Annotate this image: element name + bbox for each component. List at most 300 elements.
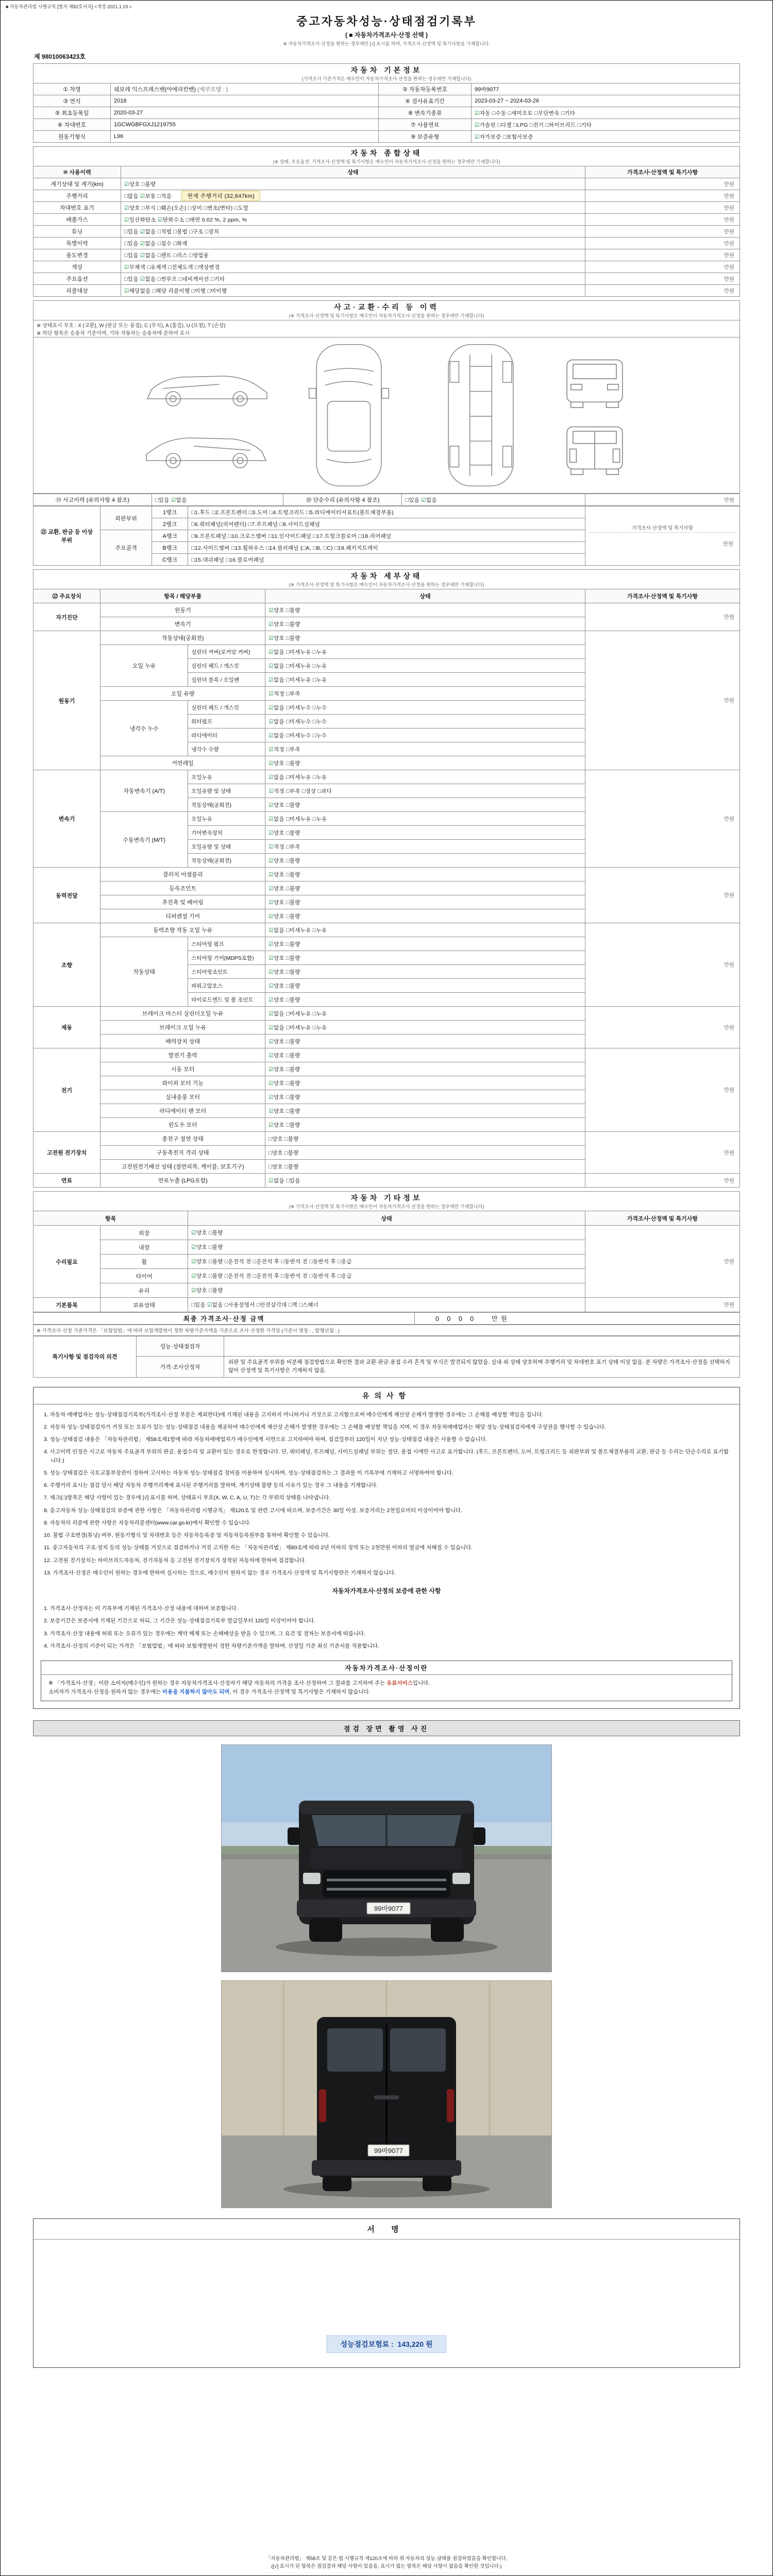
page-title: 중고자동차성능·상태점검기록부 <box>296 15 477 28</box>
state-cell: ☑양호 □불량 <box>188 1226 585 1240</box>
state-cell: □있음 ☑없음 □렌트 □리스 □영업용 <box>121 249 585 261</box>
state-cell: ☑없음 □미세누유 □누유 <box>265 673 585 687</box>
column-header: 상태 <box>188 1211 585 1226</box>
state-cell: ☑양호 □불량 <box>265 603 585 617</box>
column-header: 항목 / 해당부품 <box>100 589 265 603</box>
state-cell: □양호 □불량 <box>265 1146 585 1160</box>
state-cell: ☑양호 □불량 <box>265 826 585 840</box>
column-header: 상태 <box>121 166 585 178</box>
column-header: 상태 <box>265 589 585 603</box>
final-amount-table <box>33 1312 740 1325</box>
state-cell: ☑해당없음 □해당 리콜이행 □이행 □미이행 <box>121 285 585 297</box>
item-label: 브레이크 마스터 실린더오일 누유 <box>100 1007 265 1021</box>
table-row <box>33 506 740 518</box>
state-cell: ☑없음 □미세누유 □누유 <box>265 770 585 784</box>
notice-item: 10. 불법 구조변경(튜닝) 여부, 원동기형식 및 차대번호 등은 자동차등록증 및 자동차등록원부를 통하여 확인할 수 있습니다. <box>44 1532 330 1539</box>
section-note: (※ 가격조사·산정액 및 특기사항은 매수인이 자동차가격조사·산정을 원하는 경우에만 기재합니다) <box>289 313 484 318</box>
table-row <box>33 1226 740 1240</box>
table-row <box>33 273 740 285</box>
state-cell: ☑양호 □불량 <box>265 798 585 812</box>
section-title: 자동차 기본정보 <box>350 66 423 74</box>
state-cell: □양호 □불량 <box>265 1132 585 1146</box>
rank-items: □9.프론트패널 □10.크로스멤버 □11.인사이드패널 □17.트렁크플로어 □18.리어패널 <box>188 530 585 542</box>
item-label: 변속기 <box>100 617 265 631</box>
group-label: 자기진단 <box>33 603 100 631</box>
table-row <box>33 1357 740 1378</box>
license-plate-rear: 99바9077 <box>374 2146 403 2155</box>
notice-item: 11. 중고자동차의 구조·장치 등의 성능·상태를 거짓으로 점검하거나 거짓 고지한 자는 「자동차관리법」 제80조에 따라 2년 이하의 징역 또는 2천만원 이하의 벌금에 처해질 수 있습니다. <box>44 1545 473 1551</box>
table-row <box>33 603 740 617</box>
table-header-row <box>33 1211 740 1226</box>
price-cell: 만원 <box>585 923 740 1007</box>
item-label: 발전기 출력 <box>100 1048 265 1062</box>
section-title: 자동차 세부상태 <box>350 572 423 580</box>
row-label: 용도변경 <box>33 249 121 261</box>
column-header: 가격조사·산정액 및 특기사항 <box>585 1211 740 1226</box>
field-label: ⑧ 변속기종류 <box>379 107 472 119</box>
item-label: 오일 유량 <box>100 687 265 701</box>
subitem-label: 스티어링조인트 <box>188 965 265 979</box>
front-rear-views <box>559 348 631 482</box>
legend-line: ※ 상태표시 부호 : X (교환), W (판금 또는 용접), C (부식), A (흠집), U (요철), T (손상) <box>37 323 226 329</box>
inspection-insurance-fee <box>326 2335 446 2353</box>
section-title: 사고·교환·수리 등 이력 <box>334 303 439 311</box>
item-label: 커먼레일 <box>100 756 265 770</box>
opinion-label: 특기사항 및 점검자의 의견 <box>33 1336 137 1378</box>
page-subtitle-note: ※ 자동차가격조사·산정을 원하는 경우에만 [√] 표시를 하며, 가격조사·산정액 및 특기사항을 기재합니다. <box>283 41 490 46</box>
footer-line: 「자동차관리법」 제58조 및 같은 법 시행규칙 제120조에 따라 위 자동차의 성능·상태를 점검하였음을 확인합니다. <box>265 2555 508 2562</box>
warranty-item: 2. 보증기간은 보증서에 기재된 기간으로 하되, 그 기간은 성능·상태점검기록부 발급일부터 120일 이상이어야 합니다. <box>44 1618 316 1624</box>
field-label: ⑤ 최초등록일 <box>33 107 111 119</box>
info-text-highlight-red: 유료서비스 <box>386 1680 413 1687</box>
group-label: 조향 <box>33 923 100 1007</box>
price-cell: 만원 <box>585 1132 740 1174</box>
item-label: 브레이크 오일 누유 <box>100 1021 265 1035</box>
vin-number: 1GCWGBFGXJ1219755 <box>111 119 379 131</box>
car-diagrams <box>37 339 736 492</box>
price-cell: 만원 <box>585 202 740 214</box>
state-cell: ☑양호 □부식 □훼손(오손) □상이 □변조(변타) □도말 <box>121 202 585 214</box>
item-label: 오일 누유 <box>100 645 188 687</box>
warranty-items <box>33 1598 740 1656</box>
state-cell: ☑양호 □불량 <box>265 854 585 868</box>
table-row <box>33 868 740 882</box>
table-row <box>33 95 740 107</box>
transmission-type: ☑자동 □수동 □세미오토 □무단변속 □기타 <box>472 107 740 119</box>
info-text: , 이 경우 가격조사·산정액 및 특기사항은 기재하지 않습니다. <box>229 1689 371 1696</box>
field-label: ④ 검사유효기간 <box>379 95 472 107</box>
state-cell: ☑양호 □불량 <box>265 1048 585 1062</box>
state-cell: ☑없음 □미세누수 □누수 <box>265 728 585 742</box>
item-label: 구동축전지 격리 상태 <box>100 1146 265 1160</box>
price-basis-note: ※ 가격조사·산정 기준가격은 「보험업법」에 따라 보험개발원이 정한 차량기준가액을 기준으로 조사·산정한 가격임 (기준서 명칭 : , 발행년월 : ) <box>33 1325 740 1336</box>
price-cell: 만원 <box>585 494 740 506</box>
mileage-chip: 현재 주행거리 (32,647km) <box>181 191 260 201</box>
misc-section-title <box>33 1192 740 1211</box>
field-label: ⑨ 보증유형 <box>379 131 472 143</box>
legend-line: ※ 하단 항목은 승용차 기준이며, 기타 자동차는 승용차에 준하여 표시 <box>37 331 190 336</box>
subitem-label: 워터펌프 <box>188 715 265 728</box>
car-name: 쉐보레 익스프레스밴(아메리칸밴) <box>114 87 196 93</box>
appraiser-role-label: 가격·조사산정자 <box>137 1357 224 1378</box>
table-row <box>33 226 740 238</box>
appraiser-opinion-text: 외판 및 주요골격 부위를 비분해 점검방법으로 확인한 결과 교환·판금·용접 수리 흔적 및 부식은 발견되지 않았음. 실내·외 상태 양호하며 주행거리 및 차대번호 표기 상태 이상 없음. 본 차량은 가격조사·산정을 선택하지 않아 산정액 및 특기사항은 기재하지 않음. <box>224 1357 740 1378</box>
group-label: 원동기 <box>33 631 100 770</box>
notice-item: 5. 성능·상태점검은 국토교통부장관이 정하여 고시하는 자동차 성능·상태점검 장비를 이용하여 실시하며, 성능·상태점검자는 그 결과를 이 기록부에 기재하고 서명하여야 합니다. <box>44 1469 453 1476</box>
notice-item: 3. 성능·상태점검 내용은 「자동차관리법」 제58조제1항에 따라 자동차매매업자가 매수인에게 서면으로 고지하여야 하며, 점검일부터 120일이 지난 성능·상태점검 내용은 사용할 수 없습니다. <box>44 1436 488 1443</box>
state-cell: ☑없음 □있음 <box>265 1174 585 1188</box>
photo-van-rear <box>221 1980 552 2208</box>
signature-box <box>33 2218 740 2368</box>
notice-item: 6. 주행거리 표시는 점검 당시 해당 자동차 주행거리계에 표시된 주행거리를 말하며, 계기상태 불량 등의 사유가 있는 경우 그 내용을 기재합니다. <box>44 1482 378 1489</box>
item-label: 동력조향 작동 오일 누유 <box>100 923 265 937</box>
simple-repair-label: ⑳ 단순수리 (유의사항 4 참조) <box>283 494 402 506</box>
subitem-label: 파워고압호스 <box>188 979 265 993</box>
table-row <box>33 631 740 645</box>
item-label: 고전원전기배선 상태 (절연피복, 케이블, 보호기구) <box>100 1160 265 1174</box>
warranty-item: 3. 가격조사·산정 내용에 허위 또는 오류가 있는 경우에는 계약 해제 또는 손해배상을 받을 수 있으며, 그 요건 및 절차는 보증서에 따릅니다. <box>44 1630 366 1637</box>
state-cell: ☑없음 □미세누유 □누유 <box>265 1021 585 1035</box>
info-box-title: 자동차가격조사·산정이란 <box>41 1661 732 1675</box>
state-cell: ☑일산화탄소 ☑탄화수소 □매연 0.02 %, 2 ppm, % <box>121 214 585 226</box>
table-row <box>33 249 740 261</box>
car-side-view-left-icon <box>142 353 271 415</box>
warranty-type: ☑자가보증 □보험사보증 <box>472 131 740 143</box>
group-label: 전기 <box>33 1048 100 1132</box>
notice-item: 13. 가격조사·산정은 매수인이 원하는 경우에 한하여 실시하는 것으로, 매수인이 원하지 않는 경우 가격조사·산정액 및 특기사항란은 기재하지 않습니다. <box>44 1569 396 1576</box>
subitem-label: 오일누유 <box>188 770 265 784</box>
state-cell: ☑양호 □불량 <box>265 937 585 951</box>
inspector-role-label: 성능·상태점검자 <box>137 1336 224 1357</box>
state-cell: ☑없음 □미세누유 □누유 <box>265 659 585 673</box>
section-note: (※ 가격조사·산정액 및 특기사항은 매수인이 자동차가격조사·산정을 원하는 경우에만 기재합니다) <box>289 582 484 587</box>
car-name-value <box>111 83 379 95</box>
photo-van-front <box>221 1744 552 1972</box>
price-column <box>585 506 740 566</box>
item-label: 작동상태(공회전) <box>100 631 265 645</box>
row-label: 배출가스 <box>33 214 121 226</box>
price-cell: 만원 <box>585 1174 740 1188</box>
state-cell: ☑없음 □미세누유 □누유 <box>265 1007 585 1021</box>
detail-state-table <box>33 569 740 1188</box>
state-cell: ☑양호 □불량 <box>265 617 585 631</box>
state-cell: ☑양호 □불량 <box>265 868 585 882</box>
price-cell: 만원 <box>585 285 740 297</box>
outer-panel-label: 외판부위 <box>100 506 152 530</box>
notice-item: 12. 고전원 전기장치는 하이브리드자동차, 전기자동차 등 고전원 전기장치가 장착된 자동차에 한하여 점검합니다. <box>44 1557 306 1564</box>
subitem-label: 타이로드엔드 및 볼 조인트 <box>188 993 265 1007</box>
item-label: 시동 모터 <box>100 1062 265 1076</box>
subitem-label: 실린더 블록 / 오일팬 <box>188 673 265 687</box>
accident-history-table <box>33 494 740 506</box>
item-label: 와이퍼 모터 기능 <box>100 1076 265 1090</box>
exchange-label: ㉑ 교환, 판금 등 이상 부위 <box>33 506 100 566</box>
column-header: ㉒ 주요장치 <box>33 589 100 603</box>
signature-title: 서 명 <box>33 2219 740 2240</box>
rank-label: A랭크 <box>152 530 188 542</box>
rank-items: □15.대쉬패널 □16.플로어패널 <box>188 554 585 566</box>
state-cell: ☑양호 □불량 <box>265 1118 585 1132</box>
item-label: 등속조인트 <box>100 882 265 895</box>
car-rear-view-icon <box>559 415 631 482</box>
item-label: 라디에이터 팬 모터 <box>100 1104 265 1118</box>
field-label: ① 차명 <box>33 83 111 95</box>
section-note: (※ 상태, 주요옵션, 가격조사·산정액 및 특기사항은 매수인이 자동차가격조사·산정을 원하는 경우에만 기재합니다) <box>273 159 500 164</box>
misc-info-table <box>33 1191 740 1312</box>
photo-section <box>33 1720 740 2208</box>
notice-item: 2. 자동차 성능·상태점검자가 거짓 또는 오류가 있는 성능·상태점검 내용을 제공하여 매수인에게 재산상 손해가 발생한 경우에는 그 손해를 배상할 책임을 지며, 이 경우 자동차매매업자는 해당 성능·상태점검자에게 구상권을 행사할 수 있습니다. <box>44 1423 606 1430</box>
first-registration-date: 2020-03-27 <box>111 107 379 119</box>
car-underbody-view-icon <box>427 341 535 490</box>
document-number: 제 98010063423호 <box>34 53 86 60</box>
price-appraisal-info-box <box>41 1660 732 1701</box>
price-cell: 만원 <box>585 1298 740 1312</box>
state-cell: ☑양호 □불량 <box>265 1076 585 1090</box>
row-label: 특별이력 <box>33 238 121 249</box>
state-cell: ☑양호 □불량 <box>265 1035 585 1048</box>
inspection-validity: 2023-03-27 ~ 2024-03-26 <box>472 95 740 107</box>
price-cell: 만원 <box>585 1226 740 1298</box>
state-cell: ☑양호 □불량 <box>265 882 585 895</box>
row-label: 리콜대상 <box>33 285 121 297</box>
rank-label: 2랭크 <box>152 518 188 530</box>
row-label: 계기상태 및 계기(km) <box>33 178 121 190</box>
subitem-label: 기어변속장치 <box>188 826 265 840</box>
price-cell: 만원 <box>585 261 740 273</box>
state-cell: ☑양호 □불량 □운전석 전 □운전석 후 □동반석 전 □동반석 후 □응급 <box>188 1269 585 1283</box>
table-row <box>33 83 740 95</box>
info-text: 입니다. <box>412 1680 430 1687</box>
info-text: 소비자가 가격조사·산정을 원하지 않는 경우에는 <box>48 1689 162 1696</box>
price-cell: 만원 <box>585 868 740 923</box>
info-text-highlight-blue: 비용을 지불하지 않아도 되며 <box>162 1689 230 1696</box>
table-row <box>33 1298 740 1312</box>
price-cell: 만원 <box>585 631 740 770</box>
basis-note-table <box>33 1325 740 1336</box>
table-row <box>33 131 740 143</box>
title-block <box>33 1 740 47</box>
car-front-view-icon <box>559 348 631 415</box>
item-label: 충전구 절연 상태 <box>100 1132 265 1146</box>
table-row <box>33 1007 740 1021</box>
state-cell: ☑없음 □미세누유 □누유 <box>265 923 585 937</box>
state-cell: ☑양호 □불량 <box>265 979 585 993</box>
rank-items: □12.사이드멤버 □13.휠하우스 □14.필러패널 (□A, □B, □C) □19.패키지트레이 <box>188 542 585 554</box>
price-cell: 만원 <box>585 249 740 261</box>
car-side-view-right-icon <box>142 415 271 477</box>
notice-items <box>33 1404 740 1584</box>
field-label: ⑦ 사용연료 <box>379 119 472 131</box>
table-row <box>33 214 740 226</box>
simple-repair-state: □있음 ☑없음 <box>402 494 585 506</box>
notice-title: 유의사항 <box>33 1387 740 1404</box>
item-label: 클러치 어셈블리 <box>100 868 265 882</box>
item-label: 실내송풍 모터 <box>100 1090 265 1104</box>
state-cell: □많음 ☑보통 □적음 현재 주행거리 (32,647km) <box>121 190 585 202</box>
warranty-item: 1. 가격조사·산정자는 이 기록부에 기재된 가격조사·산정 내용에 대하여 보증합니다. <box>44 1605 238 1612</box>
table-row <box>33 119 740 131</box>
group-label: 동력전달 <box>33 868 100 923</box>
final-amount-digits: 0 0 0 0 <box>435 1315 477 1323</box>
price-cell: 만원 <box>585 603 740 631</box>
price-cell: 만원 <box>585 238 740 249</box>
final-amount-value <box>415 1313 740 1325</box>
field-label: ③ 연식 <box>33 95 111 107</box>
diagram-legend <box>33 320 740 337</box>
state-cell: ☑양호 □불량 <box>265 756 585 770</box>
group-label: 연료 <box>33 1174 100 1188</box>
misc-body <box>33 1226 740 1312</box>
row-label: 주행거리 <box>33 190 121 202</box>
table-row <box>33 178 740 190</box>
state-cell: ☑없음 □미세누수 □누수 <box>265 701 585 715</box>
state-cell: ☑없음 □미세누수 □누수 <box>265 715 585 728</box>
subitem-label: 작동상태(공회전) <box>188 798 265 812</box>
subitem-label: 스티어링 펌프 <box>188 937 265 951</box>
table-row <box>33 202 740 214</box>
table-header-row <box>33 589 740 603</box>
price-cell: 만원 <box>585 273 740 285</box>
state-cell: ☑양호 □불량 <box>265 1062 585 1076</box>
table-row <box>33 238 740 249</box>
rank-label: C랭크 <box>152 554 188 566</box>
item-label: 자동변속기 (A/T) <box>100 770 188 812</box>
state-cell: ☑양호 □불량 <box>265 993 585 1007</box>
car-submodel: (세부모델 : ) <box>197 87 228 93</box>
subitem-label: 오일누유 <box>188 812 265 826</box>
warranty-item: 4. 가격조사·산정의 기준이 되는 가격은 「보험업법」에 따라 보험개발원이 정한 차량기준가액을 말하며, 산정일 기준 최신 기준서를 적용합니다. <box>44 1643 379 1650</box>
table-row <box>33 261 740 273</box>
fuel-type: ☑가솔린 □디젤 □LPG □전기 □하이브리드 □기타 <box>472 119 740 131</box>
state-cell: ☑적정 □부족 □정상 □과다 <box>265 784 585 798</box>
column-header: 항목 <box>33 1211 188 1226</box>
group-label: 변속기 <box>33 770 100 868</box>
item-label: 내장 <box>100 1240 188 1255</box>
state-cell: ☑적정 □부족 <box>265 687 585 701</box>
detail-body <box>33 603 740 1188</box>
item-label: 추진축 및 베어링 <box>100 895 265 909</box>
state-cell: ☑양호 □불량 <box>265 965 585 979</box>
table-row <box>33 1132 740 1146</box>
fee-value: 143,220 원 <box>397 2340 433 2348</box>
item-label: 보유상태 <box>100 1298 188 1312</box>
state-cell: □있음 ☑없음 □썬루프 □네비게이션 □기타 <box>121 273 585 285</box>
section-title: 자동차 기타정보 <box>350 1194 423 1202</box>
row-label: 색상 <box>33 261 121 273</box>
page-subtitle: ( ■ 자동차가격조사·산정 선택 ) <box>345 31 428 39</box>
table-row <box>33 1048 740 1062</box>
subitem-label: 실린더 헤드 / 개스킷 <box>188 701 265 715</box>
subitem-label: 냉각수 수량 <box>188 742 265 756</box>
comp-section-title <box>33 147 740 166</box>
table-row <box>33 285 740 297</box>
accident-history-label: ⑲ 사고이력 (유의사항 4 참조) <box>33 494 152 506</box>
item-label: 작동상태 <box>100 937 188 1007</box>
table-row <box>33 1313 740 1325</box>
license-plate-front: 99바9077 <box>374 1904 403 1912</box>
accident-section-title <box>33 301 740 320</box>
subitem-label: 작동상태(공회전) <box>188 854 265 868</box>
notice-item: 7. 체크(□)항목은 해당 사항이 있는 경우에 [√] 표시를 하며, 상태표시 부호(X, W, C, A, U, T)는 각 부위의 상태를 나타냅니다. <box>44 1495 331 1501</box>
subitem-label: 실린더 커버(로커암 커버) <box>188 645 265 659</box>
item-label: 냉각수 누수 <box>100 701 188 756</box>
table-row <box>33 494 740 506</box>
table-row <box>33 770 740 784</box>
field-label: ⑥ 차대번호 <box>33 119 111 131</box>
final-amount-label: 최종 가격조사·산정 금액 <box>33 1313 415 1325</box>
state-cell: ☑양호 □불량 <box>265 951 585 965</box>
group-label: 제동 <box>33 1007 100 1048</box>
subitem-label: 스티어링 기어(MDPS포함) <box>188 951 265 965</box>
field-label: ② 자동차등록번호 <box>379 83 472 95</box>
side-views <box>142 353 271 477</box>
state-cell: □있음 ☑없음 □적법 □불법 □구조 □장치 <box>121 226 585 238</box>
subitem-label: 오일유량 및 상태 <box>188 784 265 798</box>
final-amount-unit: 만원 <box>491 1315 510 1323</box>
state-cell: ☑양호 □불량 <box>121 178 585 190</box>
notice-item: 9. 자동차의 리콜에 관한 사항은 자동차리콜센터(www.car.go.kr)에서 확인할 수 있습니다. <box>44 1519 251 1526</box>
state-cell: ☑양호 □불량 <box>265 631 585 645</box>
notice-item: 8. 중고자동차 성능·상태점검의 보증에 관한 사항은 「자동차관리법 시행규칙」 제120조 및 관련 고시에 따르며, 보증기간은 30일 이상, 보증거리는 2천킬로미터 이상이어야 합니다. <box>44 1507 463 1514</box>
engine-type: L96 <box>111 131 379 143</box>
subitem-label: 오일유량 및 상태 <box>188 840 265 854</box>
subitem-label: 실린더 헤드 / 개스킷 <box>188 659 265 673</box>
item-label: 원동기 <box>100 603 265 617</box>
table-row <box>33 1336 740 1357</box>
price-header: 가격조사·산정액 및 특기사항 <box>589 524 736 533</box>
table-row <box>33 923 740 937</box>
table-row <box>33 107 740 119</box>
group-label: 고전원 전기장치 <box>33 1132 100 1174</box>
table-row <box>33 190 740 202</box>
item-label: 연료누출 (LPG포함) <box>100 1174 265 1188</box>
info-box-body <box>41 1675 732 1701</box>
main-frame-label: 주요골격 <box>100 530 152 566</box>
state-cell: ☑양호 □불량 <box>265 1090 585 1104</box>
section-title: 자동차 종합상태 <box>350 149 423 157</box>
basic-info-table <box>33 63 740 143</box>
accident-history-state: □있음 ☑없음 <box>152 494 283 506</box>
rank-items: □6.쿼터패널(리어펜더) □7.루프패널 □8.사이드실패널 <box>188 518 585 530</box>
group-label: 기본품목 <box>33 1298 100 1312</box>
car-diagram-cell <box>33 337 740 494</box>
column-header: 가격조사·산정액 및 특기사항 <box>585 589 740 603</box>
item-label: 유리 <box>100 1283 188 1298</box>
footer-line: ([√] 표시가 된 항목은 점검결과 해당 사항이 있음을, 표시가 없는 항목은 해당 사항이 없음을 확인한 것입니다.) <box>271 2563 502 2569</box>
state-cell: ☑양호 □불량 □운전석 전 □운전석 후 □동반석 전 □동반석 후 □응급 <box>188 1255 585 1269</box>
rank-items: □1.후드 □2.프론트펜더 □3.도어 □4.트렁크리드 □5.라디에이터서포트(볼트체결부품) <box>188 506 585 518</box>
inspector-opinion-table <box>33 1336 740 1378</box>
fee-label: 성능점검보험료 : <box>340 2340 394 2348</box>
table-header-row <box>33 166 740 178</box>
page-footer <box>1 2555 772 2570</box>
state-cell: ☑무채색 □유채색 □전체도색 □색상변경 <box>121 261 585 273</box>
comprehensive-body <box>33 178 740 297</box>
item-label: 타이어 <box>100 1269 188 1283</box>
detail-section-title <box>33 570 740 589</box>
state-cell: ☑없음 □미세누유 □누유 <box>265 812 585 826</box>
price-cell: 만원 <box>585 214 740 226</box>
item-label: 외장 <box>100 1226 188 1240</box>
notice-box <box>33 1387 740 1709</box>
state-cell: ☑양호 □불량 <box>265 909 585 923</box>
form-reference: ■ 자동차관리법 시행규칙 [별지 제82호서식] <개정 2021.1.19.> <box>6 4 132 9</box>
section-note: (※ 가격조사·산정액 및 특기사항은 매수인이 자동차가격조사·산정을 원하는 경우에만 기재합니다) <box>289 1204 484 1209</box>
group-label: 수리필요 <box>33 1226 100 1298</box>
section-note: (가격조사 기준가격은 매수인이 자동차가격조사·산정을 원하는 경우에만 기재합니다) <box>301 76 472 81</box>
item-label: 윈도우 모터 <box>100 1118 265 1132</box>
rank-label: B랭크 <box>152 542 188 554</box>
